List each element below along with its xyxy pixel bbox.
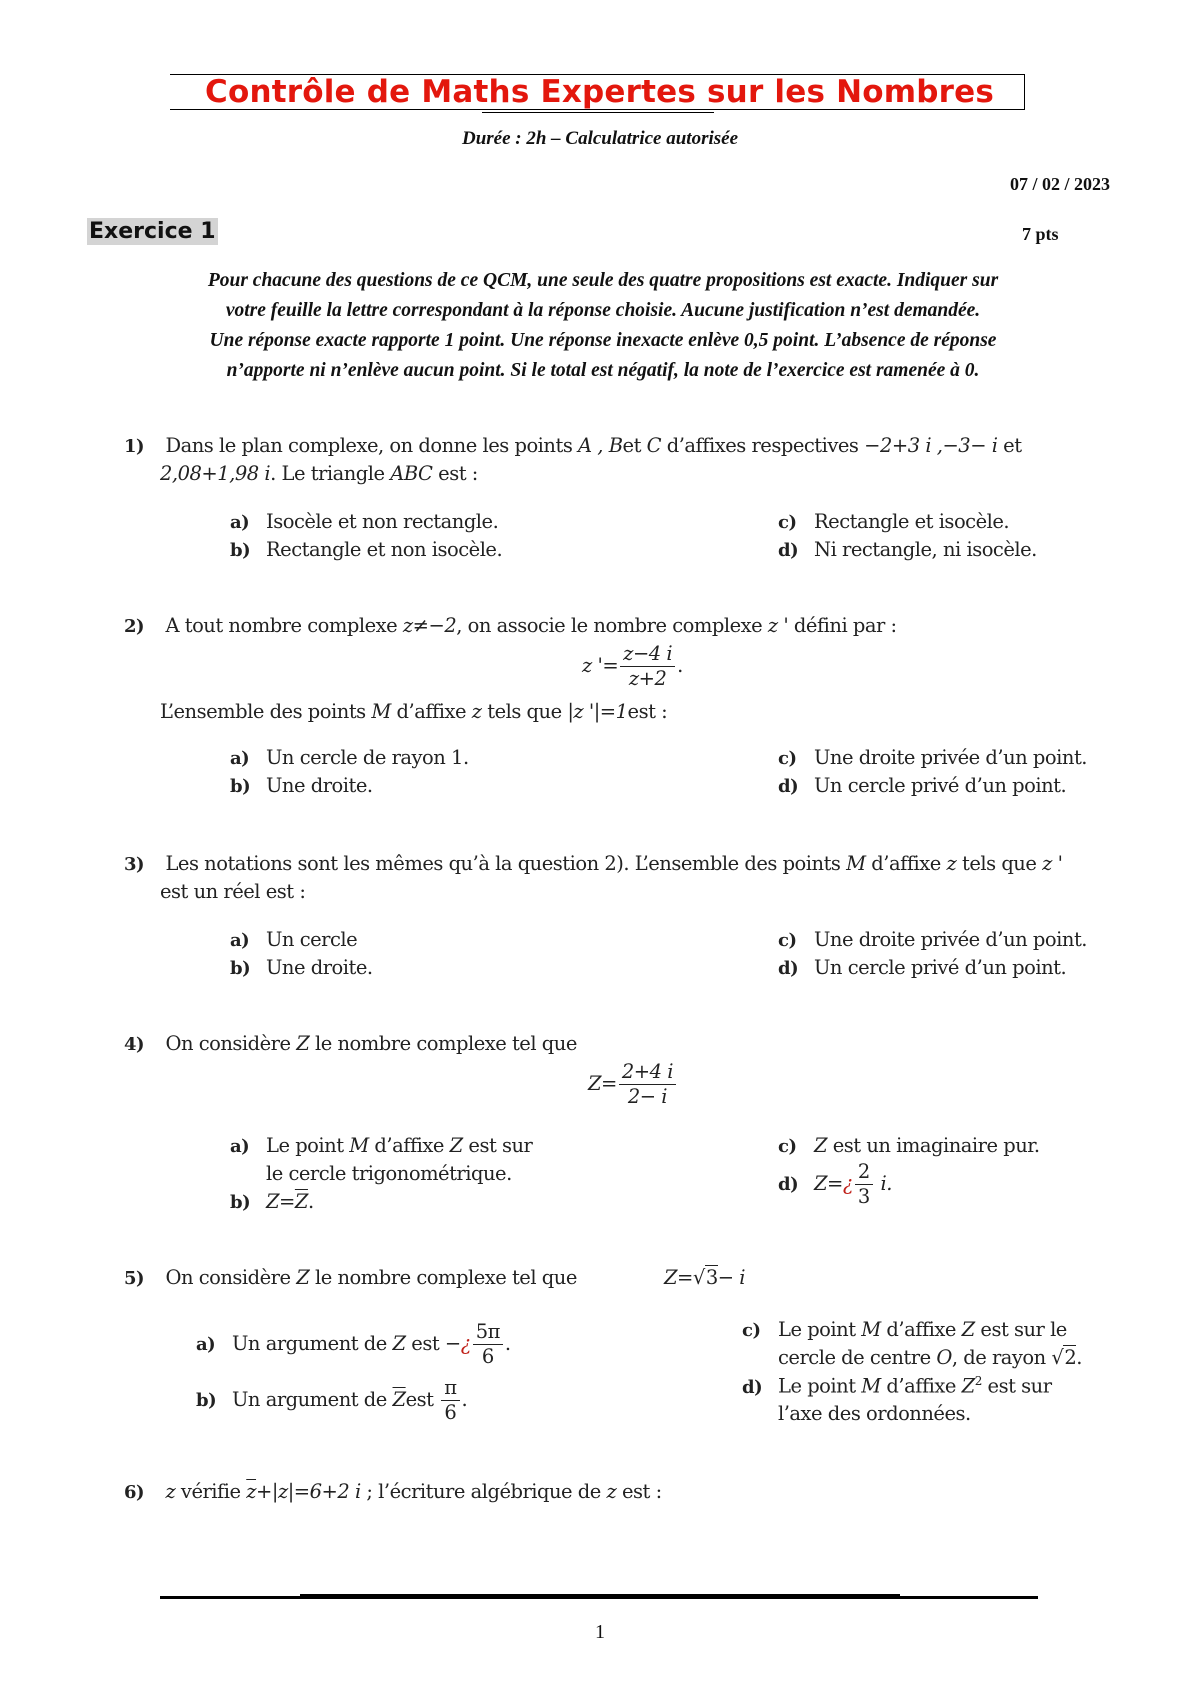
fraction-denominator: 6 (444, 1401, 457, 1424)
option-math: Z= (814, 1172, 843, 1195)
option-text: . (504, 1332, 511, 1355)
q3-option-b: b) Une droite. (230, 956, 373, 979)
q3-text: Les notations sont les mêmes qu’à la question 2). L’ensemble des points (165, 852, 847, 875)
option-text: Une droite. (266, 956, 373, 979)
duration-line: Durée : 2h – Calculatrice autorisée (461, 128, 739, 149)
q1-option-d: d) Ni rectangle, ni isocèle. (778, 538, 1037, 561)
option-text: cercle de centre (778, 1346, 937, 1369)
option-text: Le point (266, 1134, 350, 1157)
option-text: Un argument de (232, 1388, 393, 1411)
question-4-line1 (124, 1032, 577, 1055)
option-math: Z (961, 1318, 975, 1341)
fraction-numerator: z−4 i (620, 642, 675, 667)
q2-text: est : (627, 700, 668, 723)
fraction-numerator: 2 (855, 1160, 873, 1185)
q2-text: d’affixe (390, 700, 472, 723)
footer-rule-thick (300, 1594, 900, 1599)
instruction-line: Une réponse exacte rapporte 1 point. Une réponse inexacte enlève 0,5 point. L’absence de réponse (209, 330, 997, 351)
question-number: 1) (124, 436, 145, 457)
q2-text: tels que (481, 700, 568, 723)
q2-option-c: c) Une droite privée d’un point. (778, 746, 1087, 769)
q3-zprime: z ' (1042, 852, 1063, 875)
q1-affixes: −2+3 i ,−3− i (864, 434, 998, 457)
q1-option-b: b) Rectangle et non isocèle. (230, 538, 503, 561)
q4-equation (588, 1060, 678, 1109)
q3-z: z (946, 852, 957, 875)
option-text: Rectangle et non isocèle. (266, 538, 503, 561)
q2-text: défini par : (788, 614, 897, 637)
question-number: 3) (124, 854, 145, 875)
q3-text: d’affixe (865, 852, 947, 875)
sqrt-radicand: 3 (705, 1266, 718, 1289)
question-number: 6) (124, 1482, 145, 1503)
option-text: Ni rectangle, ni isocèle. (814, 538, 1037, 561)
q2-text: A tout nombre complexe (165, 614, 403, 637)
option-text: est (405, 1388, 440, 1411)
q2-option-b: b) Une droite. (230, 774, 373, 797)
option-math: Z (392, 1332, 406, 1355)
q2-z: z (471, 700, 482, 723)
q4-text: On considère (165, 1032, 297, 1055)
q1-point-c: C (646, 434, 662, 457)
question-number: 5) (124, 1268, 145, 1289)
option-math: Z (961, 1374, 975, 1398)
q1-affix3: 2,08+1,98 i (160, 462, 271, 485)
fraction (620, 642, 675, 691)
option-math: ¿ (842, 1172, 853, 1195)
q4-z: Z (296, 1032, 310, 1055)
question-3-line1 (124, 852, 1062, 875)
fraction-numerator: π (441, 1376, 459, 1401)
fraction (441, 1376, 459, 1425)
question-2-line1 (124, 614, 897, 637)
q1-option-c: c) Rectangle et isocèle. (778, 510, 1010, 533)
q1-points: A , B (578, 434, 623, 457)
q5-text: le nombre complexe tel que (309, 1266, 577, 1289)
option-math: O (936, 1346, 952, 1369)
page-title: Contrôle de Maths Expertes sur les Nombres (205, 74, 995, 110)
q6-text: est : (616, 1480, 662, 1503)
option-text: est sur (462, 1134, 533, 1157)
option-text: Un cercle privé d’un point. (814, 774, 1067, 797)
option-text: Une droite. (266, 774, 373, 797)
option-math: Z= (266, 1190, 295, 1213)
option-math: M (861, 1318, 881, 1341)
question-2-line3 (160, 700, 667, 723)
title-underline (482, 112, 714, 113)
q6-text: vérifie (175, 1480, 247, 1503)
q1-text: d’affixes respectives (661, 434, 865, 457)
q4-option-d: d) Z=¿ $\frac{2}{3}$ i. (778, 1160, 892, 1208)
option-text: Un cercle de rayon 1. (266, 746, 469, 769)
option-text: Le point (778, 1374, 862, 1398)
sqrt-sign: √ (692, 1266, 705, 1289)
q5-z: Z (296, 1266, 310, 1289)
q5-option-c-line2 (778, 1346, 1082, 1369)
sqrt-radicand: 2 (1064, 1346, 1077, 1369)
eq-lhs: z '= (582, 654, 619, 677)
exercise-label: Exercice 1 (89, 219, 216, 244)
option-text: Une droite privée d’un point. (814, 746, 1087, 769)
q5-option-d: d) Le point M d’affixe $Z^2$ est sur (742, 1374, 1052, 1398)
option-text: est − (405, 1332, 461, 1355)
q3-option-d: d) Un cercle privé d’un point. (778, 956, 1067, 979)
q6-equation: +|z|=6+2 i (256, 1480, 361, 1503)
option-math: i. (874, 1172, 892, 1195)
question-number: 4) (124, 1034, 145, 1055)
exercise-instructions (88, 266, 1118, 386)
eq-end: . (677, 654, 683, 677)
exercise-points: 7 pts (1022, 224, 1059, 244)
option-text: Une droite privée d’un point. (814, 928, 1087, 951)
fraction (855, 1160, 873, 1209)
q2-equation (582, 642, 683, 691)
question-6-line1 (124, 1480, 662, 1503)
q5-equation (664, 1266, 745, 1289)
q5-option-b: b) Un argument de $\overline{Z}est$ $\frac{\pi}{6}$ . (196, 1376, 468, 1424)
q6-z: z (165, 1480, 176, 1503)
option-text: est un imaginaire pur. (827, 1134, 1040, 1157)
eq-lhs: Z= (664, 1266, 693, 1289)
fraction-numerator: 2+4 i (619, 1060, 676, 1085)
q3-m: M (846, 852, 866, 875)
option-text: d’affixe (880, 1318, 962, 1341)
option-math: $\overline{Z}$ (392, 1388, 406, 1411)
instruction-line: votre feuille la lettre correspondant à la réponse choisie. Aucune justification n’est demandée. (225, 300, 981, 321)
option-text: est sur (981, 1374, 1052, 1398)
q5-option-c: c) Le point M d’affixe Z est sur le (742, 1318, 1067, 1341)
q1-text: et (997, 434, 1022, 457)
eq-rhs: − i (717, 1266, 746, 1289)
option-math: M (349, 1134, 369, 1157)
fraction-denominator: z+2 (628, 667, 667, 690)
q1-text: . Le triangle (270, 462, 391, 485)
q5-option-a: a) Un argument de Z est −¿ $\frac{5\pi}{6}$ . (196, 1320, 511, 1368)
exponent: 2 (974, 1374, 982, 1388)
option-math: $\overline{Z}$ (294, 1190, 308, 1213)
fraction-numerator: 5π (473, 1320, 503, 1345)
question-5-line1 (124, 1266, 577, 1289)
option-text: est sur le (974, 1318, 1067, 1341)
fraction (473, 1320, 503, 1369)
eq-lhs: Z= (588, 1072, 617, 1095)
option-text: d’affixe (880, 1374, 962, 1398)
q6-z: z (606, 1480, 617, 1503)
q2-m: M (371, 700, 391, 723)
fraction-denominator: 3 (857, 1185, 870, 1208)
option-text: , de rayon (951, 1346, 1052, 1369)
option-math: ¿ (460, 1332, 471, 1355)
q2-text: , on associe le nombre complexe (456, 614, 768, 637)
option-text: . (307, 1190, 314, 1213)
q1-text: et (622, 434, 647, 457)
fraction-denominator: 2− i (627, 1085, 668, 1108)
option-text: Un cercle privé d’un point. (814, 956, 1067, 979)
option-math: Z (814, 1134, 828, 1157)
q4-option-a: a) Le point M d’affixe Z est sur (230, 1134, 533, 1157)
q1-text: est : (432, 462, 478, 485)
option-text: d’affixe (368, 1134, 450, 1157)
option-text: Isocèle et non rectangle. (266, 510, 499, 533)
q1-triangle: ABC (390, 462, 433, 485)
question-1-line2 (160, 462, 478, 485)
q5-text: On considère (165, 1266, 297, 1289)
page-number: 1 (595, 1621, 605, 1643)
q6-text: ; l’écriture algébrique de (360, 1480, 607, 1503)
sqrt-sign: √ (1051, 1346, 1064, 1369)
q3-text: tels que (956, 852, 1043, 875)
option-text: Un cercle (266, 928, 358, 951)
q4-text: le nombre complexe tel que (309, 1032, 577, 1055)
q2-option-a: a) Un cercle de rayon 1. (230, 746, 469, 769)
q1-option-a: a) Isocèle et non rectangle. (230, 510, 499, 533)
q5-option-d-line2: l’axe des ordonnées. (778, 1402, 971, 1425)
question-3-line2: est un réel est : (160, 880, 306, 903)
option-text: Le point (778, 1318, 862, 1341)
question-1-line1 (124, 434, 1022, 457)
instruction-line: Pour chacune des questions de ce QCM, une seule des quatre propositions est exacte. Indiquer sur (207, 270, 999, 291)
question-number: 2) (124, 616, 145, 637)
option-text: Rectangle et isocèle. (814, 510, 1010, 533)
fraction-denominator: 6 (481, 1345, 494, 1368)
q6-zbar: $\overline{z}$ (246, 1480, 257, 1503)
q4-option-b: b) $Z=\overline{Z}$. (230, 1190, 314, 1213)
exam-date: 07 / 02 / 2023 (1009, 174, 1110, 194)
q2-option-d: d) Un cercle privé d’un point. (778, 774, 1067, 797)
option-math: M (861, 1374, 881, 1398)
option-math: Z (449, 1134, 463, 1157)
q3-option-a: a) Un cercle (230, 928, 358, 951)
q4-option-a-line2: le cercle trigonométrique. (266, 1162, 512, 1185)
option-text: . (461, 1388, 468, 1411)
q2-modulus: |z '|=1 (567, 700, 628, 723)
q4-option-c: c) Z est un imaginaire pur. (778, 1134, 1040, 1157)
fraction (619, 1060, 676, 1109)
q3-option-c: c) Une droite privée d’un point. (778, 928, 1087, 951)
q1-text: Dans le plan complexe, on donne les points (165, 434, 579, 457)
q2-text: L’ensemble des points (160, 700, 372, 723)
q2-condition: z≠−2 (402, 614, 457, 637)
instruction-line: n’apporte ni n’enlève aucun point. Si le total est négatif, la note de l’exercice est ramenée à 0. (226, 360, 980, 381)
option-text: Un argument de (232, 1332, 393, 1355)
option-text: . (1076, 1346, 1082, 1369)
q2-zprime: z ' (767, 614, 789, 637)
